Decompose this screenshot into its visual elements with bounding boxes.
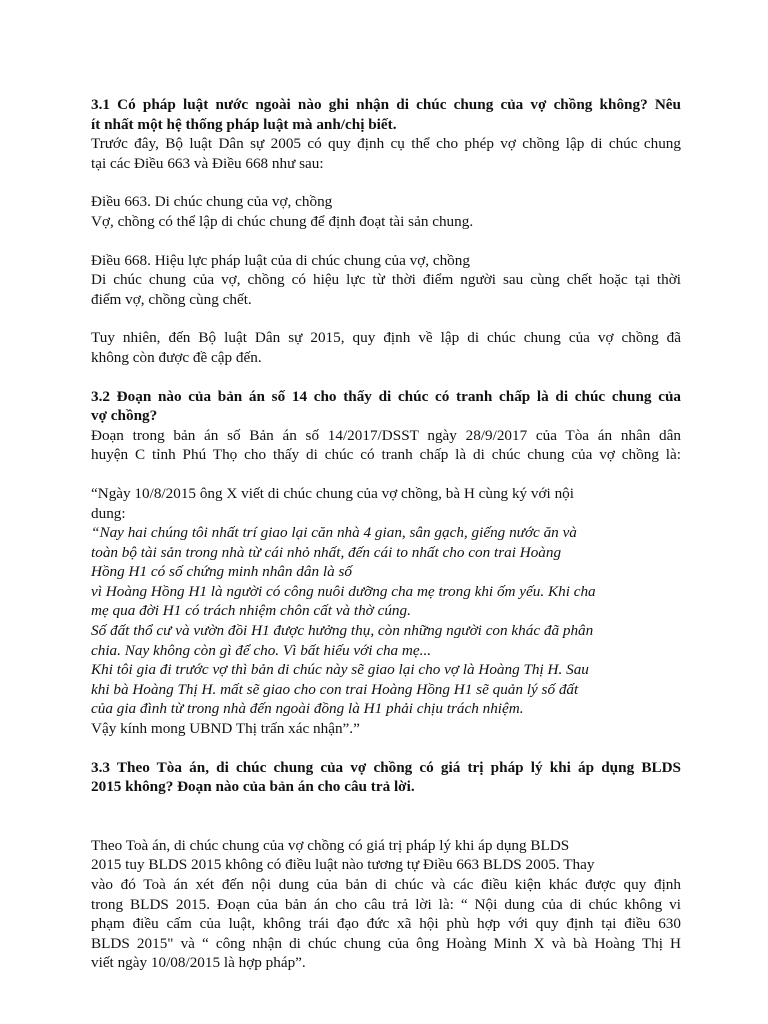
article-title: Điều 668. Hiệu lực pháp luật của di chúc chung của vợ, chồng — [91, 251, 470, 269]
article-title: Điều 663. Di chúc chung của vợ, chồng — [91, 193, 333, 211]
quote-intro: dung: — [91, 504, 126, 522]
paragraph-line: huyện C tỉnh Phú Thọ cho thấy di chúc có tranh chấp là di chúc chung của vợ chồng là: — [91, 446, 681, 464]
quote-line: chia. Nay không còn gì để cho. Vì bất hiếu với cha mẹ... — [91, 641, 432, 659]
quote-line: mẹ qua đời H1 có trách nhiệm chôn cất và thờ cúng. — [91, 602, 411, 620]
section-heading: 2015 không? Đoạn nào của bản án cho câu trả lời. — [91, 778, 415, 796]
quote-intro: “Ngày 10/8/2015 ông X viết di chúc chung của vợ chồng, bà H cùng ký với nội — [91, 484, 574, 502]
section-3-1 — [91, 95, 681, 368]
paragraph-line: Tuy nhiên, đến Bộ luật Dân sự 2015, quy định về lập di chúc chung của vợ chồng đã — [91, 329, 681, 347]
paragraph-line: 2015 tuy BLDS 2015 không có điều luật nào tương tự Điều 663 BLDS 2005. Thay — [91, 856, 595, 874]
section-heading: 3.3 Theo Tòa án, di chúc chung của vợ chồng có giá trị pháp lý khi áp dụng BLDS — [91, 758, 681, 776]
section-3-3 — [91, 758, 681, 973]
quote-line: của gia đình từ trong nhà đến ngoài đồng là H1 phải chịu trách nhiệm. — [91, 700, 524, 718]
paragraph-line: Theo Toà án, di chúc chung của vợ chồng có giá trị pháp lý khi áp dụng BLDS — [91, 836, 570, 854]
article-text: điểm vợ, chồng cùng chết. — [91, 290, 252, 308]
paragraph-line: BLDS 2015" và “ công nhận di chúc chung của ông Hoàng Minh X và bà Hoàng Thị H — [91, 934, 681, 952]
paragraph-line: Đoạn trong bản án số Bản án số 14/2017/DSST ngày 28/9/2017 của Tòa án nhân dân — [91, 426, 681, 444]
document-page — [91, 95, 681, 973]
section-heading: 3.1 Có pháp luật nước ngoài nào ghi nhận di chúc chung của vợ chồng không? Nêu — [91, 96, 681, 113]
quote-line: khi bà Hoàng Thị H. mất sẽ giao cho con trai Hoàng Hồng H1 sẽ quản lý số đất — [91, 680, 579, 698]
paragraph-line: không còn được đề cập đến. — [91, 348, 262, 366]
quote-line: Hồng H1 có số chứng minh nhân dân là số — [91, 563, 352, 581]
quote-end: Vậy kính mong UBND Thị trấn xác nhận”.” — [91, 720, 360, 738]
paragraph-line: Trước đây, Bộ luật Dân sự 2005 có quy định cụ thể cho phép vợ chồng lập di chúc chung — [91, 135, 681, 153]
paragraph-line: viết ngày 10/08/2015 là hợp pháp”. — [91, 954, 306, 972]
quote-line: Khi tôi gia đi trước vợ thì bản di chúc này sẽ giao lại cho vợ là Hoàng Thị H. Sau — [91, 661, 589, 679]
quote-line: vì Hoàng Hồng H1 là người có công nuôi dưỡng cha mẹ trong khi ốm yếu. Khi cha — [91, 582, 596, 600]
quote-line: toàn bộ tài sản trong nhà từ cái nhỏ nhất, đến cái to nhất cho con trai Hoàng — [91, 543, 562, 561]
paragraph-line: tại các Điều 663 và Điều 668 như sau: — [91, 154, 324, 172]
quote-line: “Nay hai chúng tôi nhất trí giao lại căn nhà 4 gian, sân gạch, giếng nước ăn và — [91, 524, 577, 542]
section-heading: 3.2 Đoạn nào của bản án số 14 cho thấy di chúc có tranh chấp là di chúc chung của — [91, 387, 681, 405]
section-3-2 — [91, 387, 681, 739]
section-heading: ít nhất một hệ thống pháp luật mà anh/chị biết. — [91, 115, 397, 133]
article-text: Di chúc chung của vợ, chồng có hiệu lực từ thời điểm người sau cùng chết hoặc tại thời — [91, 271, 681, 289]
paragraph-line: trong BLDS 2015. Đoạn của bản án cho câu trả lời là: “ Nội dung của di chúc không vi — [91, 895, 681, 913]
section-heading: vợ chồng? — [91, 407, 158, 425]
article-text: Vợ, chồng có thể lập di chúc chung để định đoạt tài sản chung. — [91, 212, 474, 230]
paragraph-line: phạm điều cấm của luật, không trái đạo đức xã hội phù hợp với quy định tại điều 630 — [91, 915, 681, 933]
paragraph-line: vào đó Toà án xét đến nội dung của bản di chúc và các điều kiện khác được quy định — [91, 876, 681, 893]
quote-line: Số đất thổ cư và vườn đồi H1 được hưởng thụ, còn những người con khác đã phân — [91, 622, 594, 640]
